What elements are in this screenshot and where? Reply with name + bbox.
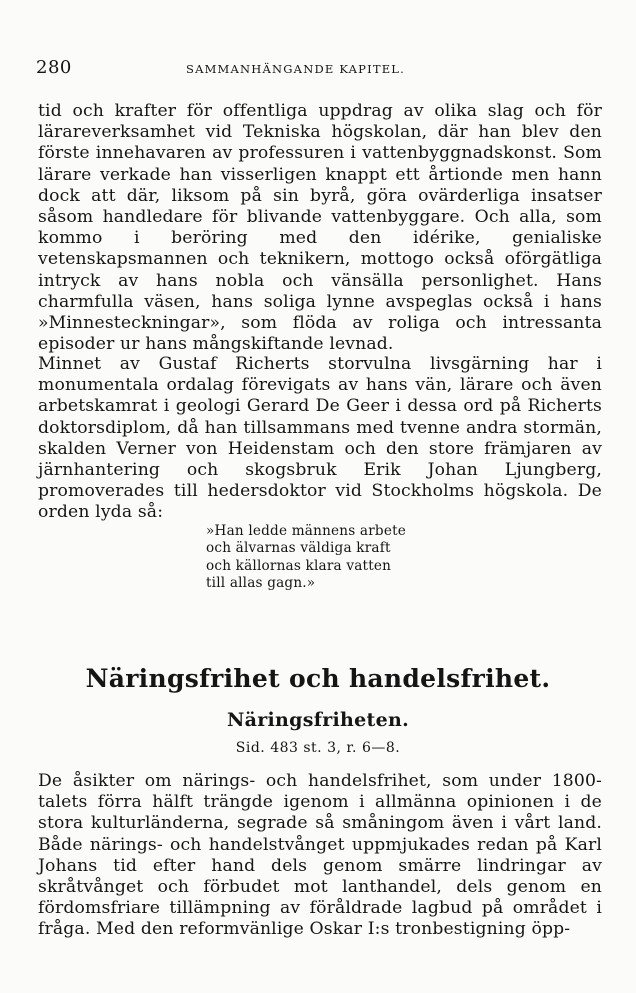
verse-line: och älvarnas väldiga kraft — [206, 540, 391, 557]
body-paragraph: tid och krafter för offentliga uppdrag av olika slag och för lärareverksamhet vid Tekniska högskolan, där han blev den förste innehavaren av professuren i vattenbyggnadskonst. Som lärare verkade han visserligen knappt ett årtionde men hann dock att där, liksom på sin byrå, göra ovärderliga insatser såsom handledare för blivande vattenbyggare. Och alla, som kommo i beröring med den idérike, genialiske vetenskapsmannen och teknikern, mottogo också oförgätliga intryck av hans nobla och vänsälla personlighet. Hans charmfulla väsen, hans soliga lynne avspeglas också i hans »Minnesteckningar», som flöda av roliga och intressanta episoder ur hans mångskiftande levnad. — [38, 101, 602, 355]
body-paragraph: De åsikter om närings- och handelsfrihet, som under 1800-talets förra hälft trängde igenom i allmänna opinionen i de stora kulturländerna, segrade så småningom även i vårt land. Både närings- och handelstvånget uppmjukades redan på Karl Johans tid efter hand dels genom smärre lindringar av skråtvånget och förbudet mot lanthandel, dels genom en fördomsfriare tillämpning av föråldrade lagbud på området i fråga. Med den reformvänlige Oskar I:s tronbestigning öpp- — [38, 771, 602, 940]
verse-line: och källornas klara vatten — [206, 557, 392, 574]
running-head: SAMMANHÄNGANDE KAPITEL. — [186, 62, 405, 76]
verse-line: »Han ledde männens arbete — [206, 523, 406, 539]
quoted-verse — [206, 523, 406, 593]
body-paragraph: Minnet av Gustaf Richerts storvulna livsgärning har i monumentala ordalag förevigats av hans vän, lärare och även arbetskamrat i geologi Gerard De Geer i dessa ord på Richerts doktorsdiplom, då han tillsammans med tvenne andra stormän, skalden Verner von Heidenstam och den store främjaren av järnhantering och skogsbruk Erik Johan Ljungberg, promoverades till hedersdoktor vid Stockholms högskola. De orden lyda så: — [38, 354, 602, 523]
page-number: 280 — [36, 57, 72, 78]
section-subtitle: Näringsfriheten. — [226, 709, 410, 731]
page-header — [36, 57, 601, 81]
section-title: Näringsfrihet och handelsfrihet. — [85, 664, 551, 693]
section-reference: Sid. 483 st. 3, r. 6—8. — [235, 740, 401, 756]
verse-line: till allas gagn.» — [206, 575, 316, 592]
